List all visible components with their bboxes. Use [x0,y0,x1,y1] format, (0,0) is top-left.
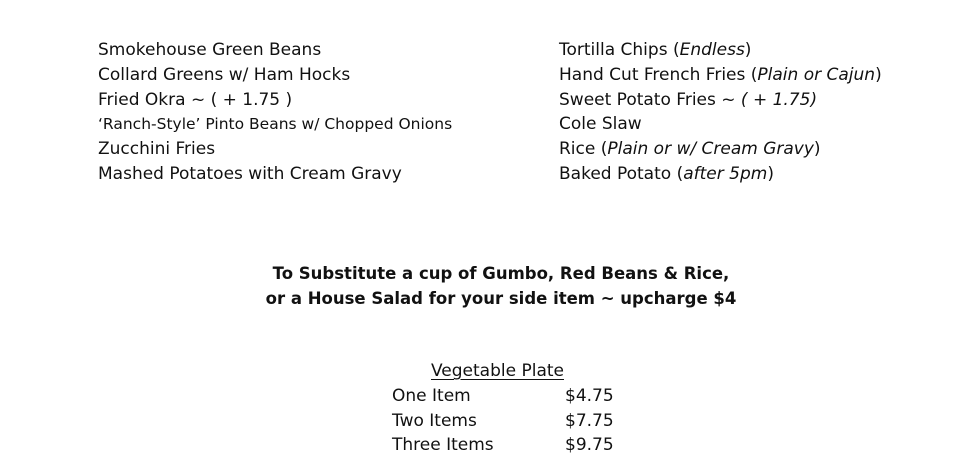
vegetable-plate-title: Vegetable Plate [431,361,564,381]
side-item: Collard Greens w/ Ham Hocks [98,64,351,85]
row-label: One Item [392,386,471,406]
side-item-text: Hand Cut French Fries ( [559,64,758,85]
sides-list-right [559,38,882,187]
substitute-note [0,261,960,311]
side-item: Mashed Potatoes with Cream Gravy [98,163,402,184]
table-row [392,433,625,458]
table-row [392,384,625,409]
side-item-note: after 5pm [683,163,768,184]
side-item-text: ) [767,163,774,184]
side-item-note: Endless [679,40,745,60]
side-item-text: Sweet Potato Fries ~ [559,89,741,110]
substitute-line: or a House Salad for your side item ~ upcharge $4 [265,289,737,308]
side-item-note: Plain or Cajun [757,64,876,85]
side-item [559,88,882,113]
side-item: Zucchini Fries [98,139,216,160]
row-label: Three Items [392,435,494,455]
side-item: ‘Ranch-Style’ Pinto Beans w/ Chopped Onions [98,115,453,134]
side-item: Fried Okra ~ ( + 1.75 ) [98,89,293,110]
side-item: Cole Slaw [559,114,642,135]
side-item [559,137,882,162]
side-item-text: Tortilla Chips ( [559,40,680,60]
side-item-text: Rice ( [559,139,608,160]
side-item-text: ) [813,139,821,160]
row-price: $7.75 [565,410,614,431]
side-item-text: Baked Potato ( [559,163,684,184]
side-item [559,63,882,88]
sides-list-left [98,38,452,187]
side-item-text: ) [875,64,882,85]
vegetable-plate-table [392,384,625,458]
side-item-text: ) [744,40,752,60]
row-price: $9.75 [565,435,614,455]
row-label: Two Items [392,410,477,431]
side-item-note: Plain or w/ Cream Gravy [607,139,814,160]
substitute-line: To Substitute a cup of Gumbo, Red Beans & Rice, [272,264,730,283]
side-item [559,38,882,63]
table-row [392,409,625,434]
side-item [559,162,882,187]
side-item-note: ( + 1.75) [740,89,818,110]
side-item: Smokehouse Green Beans [98,40,322,60]
row-price: $4.75 [565,386,614,406]
